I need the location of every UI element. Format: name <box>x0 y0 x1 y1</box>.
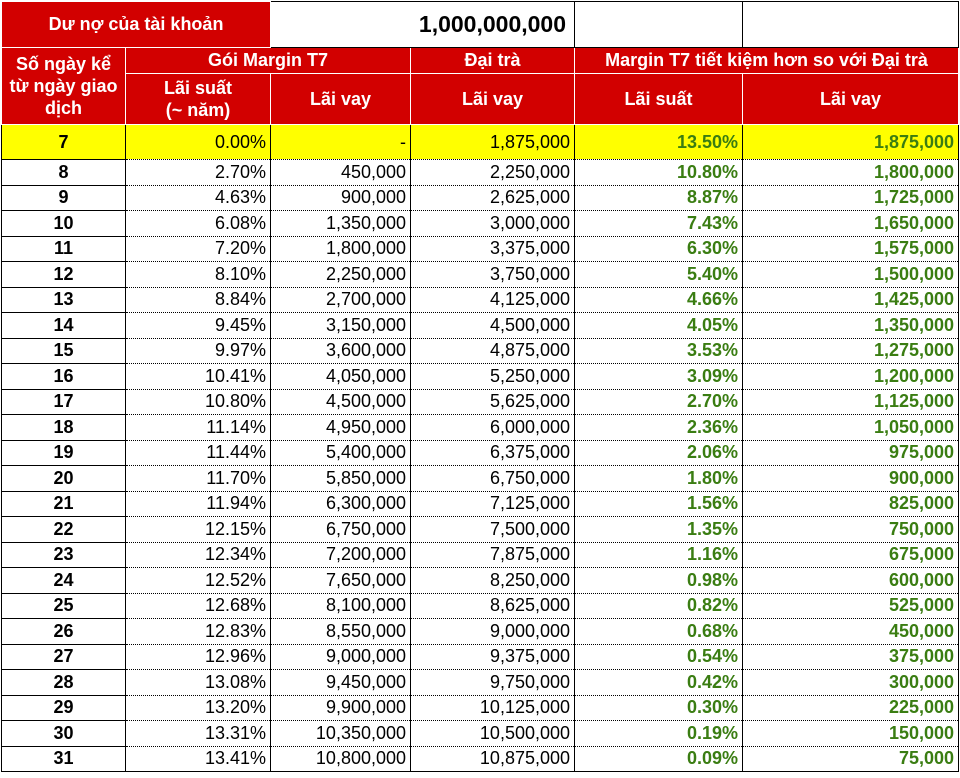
margin-rate-cell: 12.52% <box>126 568 271 594</box>
savings-rate-cell: 2.06% <box>575 440 743 466</box>
savings-loan-cell: 825,000 <box>743 491 959 517</box>
savings-rate-cell: 0.30% <box>575 695 743 721</box>
savings-rate-cell: 0.09% <box>575 746 743 772</box>
savings-rate-cell: 3.53% <box>575 338 743 364</box>
savings-rate-cell: 0.82% <box>575 593 743 619</box>
savings-rate-cell: 1.35% <box>575 517 743 543</box>
day-cell: 7 <box>2 125 126 160</box>
account-balance-label: Dư nợ của tài khoản <box>2 2 271 48</box>
day-cell: 24 <box>2 568 126 594</box>
standard-loan-cell: 7,500,000 <box>411 517 575 543</box>
margin-loan-cell: 2,250,000 <box>271 262 411 288</box>
savings-loan-cell: 900,000 <box>743 466 959 492</box>
margin-rate-cell: 13.08% <box>126 670 271 696</box>
margin-loan-cell: 900,000 <box>271 185 411 211</box>
header-sub-row <box>2 74 959 125</box>
day-cell: 27 <box>2 644 126 670</box>
savings-loan-cell: 1,500,000 <box>743 262 959 288</box>
day-cell: 25 <box>2 593 126 619</box>
standard-loan-interest-header: Lãi vay <box>411 74 575 125</box>
margin-loan-cell: 10,350,000 <box>271 721 411 747</box>
savings-loan-cell: 1,650,000 <box>743 211 959 237</box>
day-cell: 11 <box>2 236 126 262</box>
standard-loan-cell: 7,125,000 <box>411 491 575 517</box>
standard-loan-cell: 10,500,000 <box>411 721 575 747</box>
margin-loan-cell: 5,400,000 <box>271 440 411 466</box>
standard-loan-cell: 6,000,000 <box>411 415 575 441</box>
margin-loan-cell: 3,600,000 <box>271 338 411 364</box>
savings-loan-cell: 75,000 <box>743 746 959 772</box>
margin-rate-cell: 13.20% <box>126 695 271 721</box>
table-row <box>2 211 959 237</box>
margin-loan-cell: 7,650,000 <box>271 568 411 594</box>
margin-rate-cell: 11.70% <box>126 466 271 492</box>
savings-rate-cell: 1.56% <box>575 491 743 517</box>
margin-rate-cell: 12.83% <box>126 619 271 645</box>
standard-loan-cell: 4,500,000 <box>411 313 575 339</box>
savings-rate-cell: 1.80% <box>575 466 743 492</box>
margin-rate-cell: 8.10% <box>126 262 271 288</box>
savings-loan-cell: 975,000 <box>743 440 959 466</box>
margin-rate-cell: 12.96% <box>126 644 271 670</box>
savings-rate-cell: 0.68% <box>575 619 743 645</box>
table-row <box>2 721 959 747</box>
savings-rate-cell: 4.05% <box>575 313 743 339</box>
savings-loan-cell: 225,000 <box>743 695 959 721</box>
day-cell: 16 <box>2 364 126 390</box>
margin-rate-cell: 0.00% <box>126 125 271 160</box>
savings-rate-cell: 0.98% <box>575 568 743 594</box>
margin-rate-cell: 12.15% <box>126 517 271 543</box>
savings-rate-cell: 2.70% <box>575 389 743 415</box>
empty-cell <box>575 2 743 48</box>
savings-loan-interest-header: Lãi vay <box>743 74 959 125</box>
table-row <box>2 542 959 568</box>
savings-rate-cell: 8.87% <box>575 185 743 211</box>
margin-rate-cell: 12.68% <box>126 593 271 619</box>
savings-rate-cell: 10.80% <box>575 160 743 186</box>
day-cell: 18 <box>2 415 126 441</box>
day-cell: 14 <box>2 313 126 339</box>
standard-loan-cell: 2,625,000 <box>411 185 575 211</box>
table-row <box>2 185 959 211</box>
standard-loan-cell: 9,000,000 <box>411 619 575 645</box>
table-row <box>2 313 959 339</box>
savings-rate-cell: 7.43% <box>575 211 743 237</box>
margin-loan-interest-header: Lãi vay <box>271 74 411 125</box>
margin-loan-cell: 1,350,000 <box>271 211 411 237</box>
table-row <box>2 746 959 772</box>
margin-loan-cell: 7,200,000 <box>271 542 411 568</box>
margin-rate-cell: 7.20% <box>126 236 271 262</box>
savings-loan-cell: 600,000 <box>743 568 959 594</box>
margin-loan-cell: 4,500,000 <box>271 389 411 415</box>
header-group-row <box>2 48 959 74</box>
day-cell: 28 <box>2 670 126 696</box>
savings-loan-cell: 1,125,000 <box>743 389 959 415</box>
standard-loan-cell: 4,125,000 <box>411 287 575 313</box>
standard-loan-cell: 8,250,000 <box>411 568 575 594</box>
table-row <box>2 695 959 721</box>
table-row <box>2 338 959 364</box>
margin-rate-cell: 6.08% <box>126 211 271 237</box>
margin-loan-cell: 450,000 <box>271 160 411 186</box>
margin-loan-cell: 8,550,000 <box>271 619 411 645</box>
standard-loan-cell: 10,875,000 <box>411 746 575 772</box>
savings-loan-cell: 375,000 <box>743 644 959 670</box>
table-row <box>2 262 959 288</box>
standard-loan-cell: 1,875,000 <box>411 125 575 160</box>
savings-rate-cell: 0.54% <box>575 644 743 670</box>
day-cell: 8 <box>2 160 126 186</box>
margin-rate-cell: 10.80% <box>126 389 271 415</box>
savings-rate-cell: 4.66% <box>575 287 743 313</box>
day-cell: 10 <box>2 211 126 237</box>
savings-loan-cell: 750,000 <box>743 517 959 543</box>
margin-loan-cell: - <box>271 125 411 160</box>
margin-loan-cell: 2,700,000 <box>271 287 411 313</box>
table-row <box>2 125 959 160</box>
day-cell: 30 <box>2 721 126 747</box>
table-row <box>2 364 959 390</box>
savings-loan-cell: 1,350,000 <box>743 313 959 339</box>
margin-rate-cell: 13.31% <box>126 721 271 747</box>
standard-loan-cell: 8,625,000 <box>411 593 575 619</box>
days-column-header: Số ngày kể từ ngày giao dịch <box>2 48 126 125</box>
savings-loan-cell: 1,575,000 <box>743 236 959 262</box>
margin-loan-cell: 4,050,000 <box>271 364 411 390</box>
standard-loan-cell: 3,750,000 <box>411 262 575 288</box>
day-cell: 26 <box>2 619 126 645</box>
day-cell: 17 <box>2 389 126 415</box>
savings-loan-cell: 450,000 <box>743 619 959 645</box>
day-cell: 22 <box>2 517 126 543</box>
savings-rate-cell: 0.19% <box>575 721 743 747</box>
table-row <box>2 160 959 186</box>
table-row <box>2 389 959 415</box>
margin-loan-cell: 6,300,000 <box>271 491 411 517</box>
standard-group-header: Đại trà <box>411 48 575 74</box>
table-row <box>2 670 959 696</box>
standard-loan-cell: 7,875,000 <box>411 542 575 568</box>
savings-rate-cell: 6.30% <box>575 236 743 262</box>
savings-loan-cell: 1,425,000 <box>743 287 959 313</box>
margin-loan-cell: 3,150,000 <box>271 313 411 339</box>
savings-loan-cell: 1,275,000 <box>743 338 959 364</box>
margin-loan-cell: 9,450,000 <box>271 670 411 696</box>
day-cell: 20 <box>2 466 126 492</box>
table-row <box>2 491 959 517</box>
margin-rate-cell: 11.44% <box>126 440 271 466</box>
table-row <box>2 619 959 645</box>
standard-loan-cell: 10,125,000 <box>411 695 575 721</box>
margin-rate-cell: 11.14% <box>126 415 271 441</box>
margin-rate-cell: 8.84% <box>126 287 271 313</box>
account-balance-amount: 1,000,000,000 <box>271 2 575 48</box>
savings-rate-cell: 3.09% <box>575 364 743 390</box>
margin-loan-cell: 9,000,000 <box>271 644 411 670</box>
savings-loan-cell: 675,000 <box>743 542 959 568</box>
savings-rate-header: Lãi suất <box>575 74 743 125</box>
savings-group-header: Margin T7 tiết kiệm hơn so với Đại trà <box>575 48 959 74</box>
table-row <box>2 593 959 619</box>
margin-rate-cell: 9.97% <box>126 338 271 364</box>
savings-rate-cell: 13.50% <box>575 125 743 160</box>
day-cell: 19 <box>2 440 126 466</box>
day-cell: 23 <box>2 542 126 568</box>
table-row <box>2 517 959 543</box>
savings-rate-cell: 1.16% <box>575 542 743 568</box>
savings-loan-cell: 1,050,000 <box>743 415 959 441</box>
margin-loan-cell: 4,950,000 <box>271 415 411 441</box>
day-cell: 13 <box>2 287 126 313</box>
margin-loan-cell: 1,800,000 <box>271 236 411 262</box>
margin-rate-header: Lãi suất (~ năm) <box>126 74 271 125</box>
savings-rate-cell: 2.36% <box>575 415 743 441</box>
day-cell: 21 <box>2 491 126 517</box>
day-cell: 29 <box>2 695 126 721</box>
savings-loan-cell: 1,800,000 <box>743 160 959 186</box>
margin-rate-cell: 11.94% <box>126 491 271 517</box>
margin-rate-cell: 4.63% <box>126 185 271 211</box>
savings-loan-cell: 150,000 <box>743 721 959 747</box>
margin-loan-cell: 9,900,000 <box>271 695 411 721</box>
day-cell: 15 <box>2 338 126 364</box>
margin-t7-group-header: Gói Margin T7 <box>126 48 411 74</box>
table-row <box>2 644 959 670</box>
margin-loan-cell: 10,800,000 <box>271 746 411 772</box>
empty-cell <box>743 2 959 48</box>
standard-loan-cell: 5,250,000 <box>411 364 575 390</box>
table-row <box>2 415 959 441</box>
table-row <box>2 568 959 594</box>
day-cell: 12 <box>2 262 126 288</box>
standard-loan-cell: 2,250,000 <box>411 160 575 186</box>
margin-rate-cell: 12.34% <box>126 542 271 568</box>
table-row <box>2 236 959 262</box>
margin-loan-cell: 8,100,000 <box>271 593 411 619</box>
savings-loan-cell: 1,200,000 <box>743 364 959 390</box>
margin-rate-cell: 13.41% <box>126 746 271 772</box>
standard-loan-cell: 9,750,000 <box>411 670 575 696</box>
account-balance-row <box>2 2 959 48</box>
savings-loan-cell: 1,875,000 <box>743 125 959 160</box>
standard-loan-cell: 6,375,000 <box>411 440 575 466</box>
margin-rate-cell: 2.70% <box>126 160 271 186</box>
savings-rate-cell: 5.40% <box>575 262 743 288</box>
margin-loan-cell: 5,850,000 <box>271 466 411 492</box>
savings-loan-cell: 300,000 <box>743 670 959 696</box>
margin-rate-cell: 9.45% <box>126 313 271 339</box>
savings-loan-cell: 1,725,000 <box>743 185 959 211</box>
savings-loan-cell: 525,000 <box>743 593 959 619</box>
standard-loan-cell: 3,375,000 <box>411 236 575 262</box>
standard-loan-cell: 6,750,000 <box>411 466 575 492</box>
standard-loan-cell: 5,625,000 <box>411 389 575 415</box>
interest-comparison-table <box>1 1 959 772</box>
margin-loan-cell: 6,750,000 <box>271 517 411 543</box>
standard-loan-cell: 4,875,000 <box>411 338 575 364</box>
savings-rate-cell: 0.42% <box>575 670 743 696</box>
day-cell: 31 <box>2 746 126 772</box>
standard-loan-cell: 3,000,000 <box>411 211 575 237</box>
table-row <box>2 466 959 492</box>
table-row <box>2 440 959 466</box>
margin-rate-cell: 10.41% <box>126 364 271 390</box>
table-row <box>2 287 959 313</box>
standard-loan-cell: 9,375,000 <box>411 644 575 670</box>
day-cell: 9 <box>2 185 126 211</box>
